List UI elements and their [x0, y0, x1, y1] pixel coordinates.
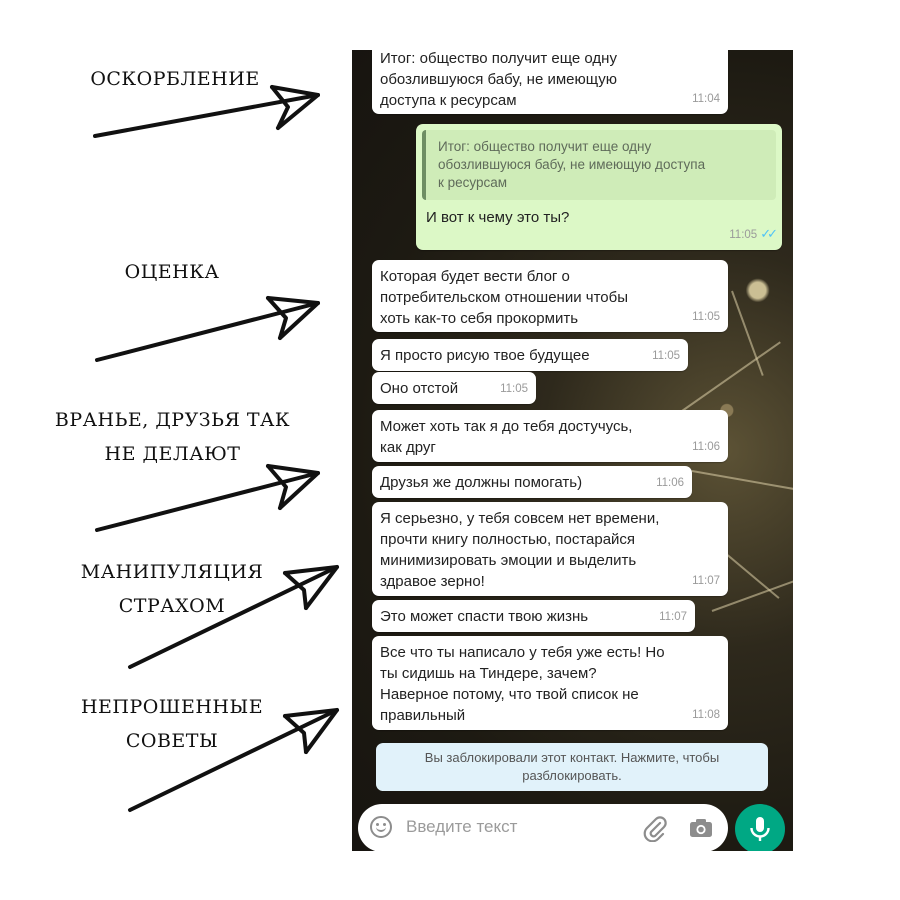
arrow-judgement: [97, 298, 318, 360]
arrow-lie: [97, 466, 318, 530]
message-text: Все что ты написало у тебя уже есть! Но ты сидишь на Тиндере, зачем? Наверное потому, что твой список не правильный: [380, 644, 665, 724]
camera-icon[interactable]: [688, 816, 714, 840]
message-text: Это может спасти твою жизнь: [380, 608, 589, 625]
chat-screen: [352, 50, 793, 851]
message-incoming[interactable]: [372, 372, 536, 404]
label-lie: [40, 403, 305, 471]
label-line: ВРАНЬЕ, ДРУЗЬЯ ТАК: [54, 409, 291, 431]
label-fear: [62, 555, 282, 623]
label-judgement: [72, 255, 272, 289]
message-text: Я просто рисую твое будущее: [380, 347, 590, 364]
message-time: 11:06: [656, 477, 684, 489]
microphone-icon: [735, 804, 785, 851]
message-incoming[interactable]: [372, 502, 728, 596]
label-advice: [62, 690, 282, 758]
blocked-contact-notice[interactable]: Вы заблокировали этот контакт. Нажмите, чтобы разблокировать.: [376, 743, 768, 791]
label-line: НЕ ДЕЛАЮТ: [104, 443, 241, 465]
paperclip-icon[interactable]: [642, 814, 668, 842]
message-text: Оно отстой: [380, 380, 459, 397]
message-text: Итог: общество получит еще одну обозлившуюся бабу, не имеющую доступа к ресурсам: [380, 50, 618, 109]
message-text: Друзья же должны помогать): [380, 474, 583, 491]
message-text: Может хоть так я до тебя достучусь, как друг: [380, 418, 633, 456]
message-time: 11:08: [692, 709, 720, 721]
label-line: НЕПРОШЕННЫЕ: [80, 696, 264, 718]
message-input[interactable]: Введите текст: [406, 817, 518, 836]
message-time: 11:07: [659, 611, 687, 623]
message-outgoing[interactable]: [416, 124, 782, 250]
emoji-icon[interactable]: [370, 816, 392, 838]
label-line: ОСКОРБЛЕНИЕ: [90, 68, 260, 90]
wallpaper-decoration: [681, 341, 780, 411]
message-input-bar[interactable]: [358, 804, 728, 851]
label-line: СОВЕТЫ: [125, 730, 219, 752]
message-time: 11:05: [652, 350, 680, 362]
message-incoming[interactable]: [372, 50, 728, 114]
message-time: 11:05: [692, 311, 720, 323]
message-incoming[interactable]: [372, 260, 728, 332]
message-time: 11:05 ✓✓: [729, 226, 774, 241]
message-time: 11:06: [692, 441, 720, 453]
message-text: Которая будет вести блог о потребительском отношении чтобы хоть как-то себя прокормить: [380, 268, 628, 327]
label-insult: [75, 62, 275, 96]
message-text: И вот к чему это ты?: [426, 209, 570, 226]
message-incoming[interactable]: [372, 339, 688, 371]
quoted-message[interactable]: Итог: общество получит еще одну обозлившуюся бабу, не имеющую доступа к ресурсам: [422, 130, 776, 200]
message-time: 11:04: [692, 93, 720, 105]
read-receipt-icon: ✓✓: [760, 226, 774, 241]
message-incoming[interactable]: [372, 410, 728, 462]
message-incoming[interactable]: [372, 636, 728, 730]
label-line: СТРАХОМ: [118, 595, 226, 617]
message-incoming[interactable]: [372, 466, 692, 498]
wallpaper-decoration: [692, 470, 793, 491]
label-line: ОЦЕНКА: [124, 261, 220, 283]
microphone-button[interactable]: [735, 804, 785, 851]
message-incoming[interactable]: [372, 600, 695, 632]
label-line: МАНИПУЛЯЦИЯ: [80, 561, 264, 583]
message-time: 11:05: [500, 383, 528, 395]
message-time: 11:07: [692, 575, 720, 587]
message-text: Я серьезно, у тебя совсем нет времени, прочти книгу полностью, постарайся минимизировать эмоции и выделить здравое зерно!: [380, 510, 660, 590]
